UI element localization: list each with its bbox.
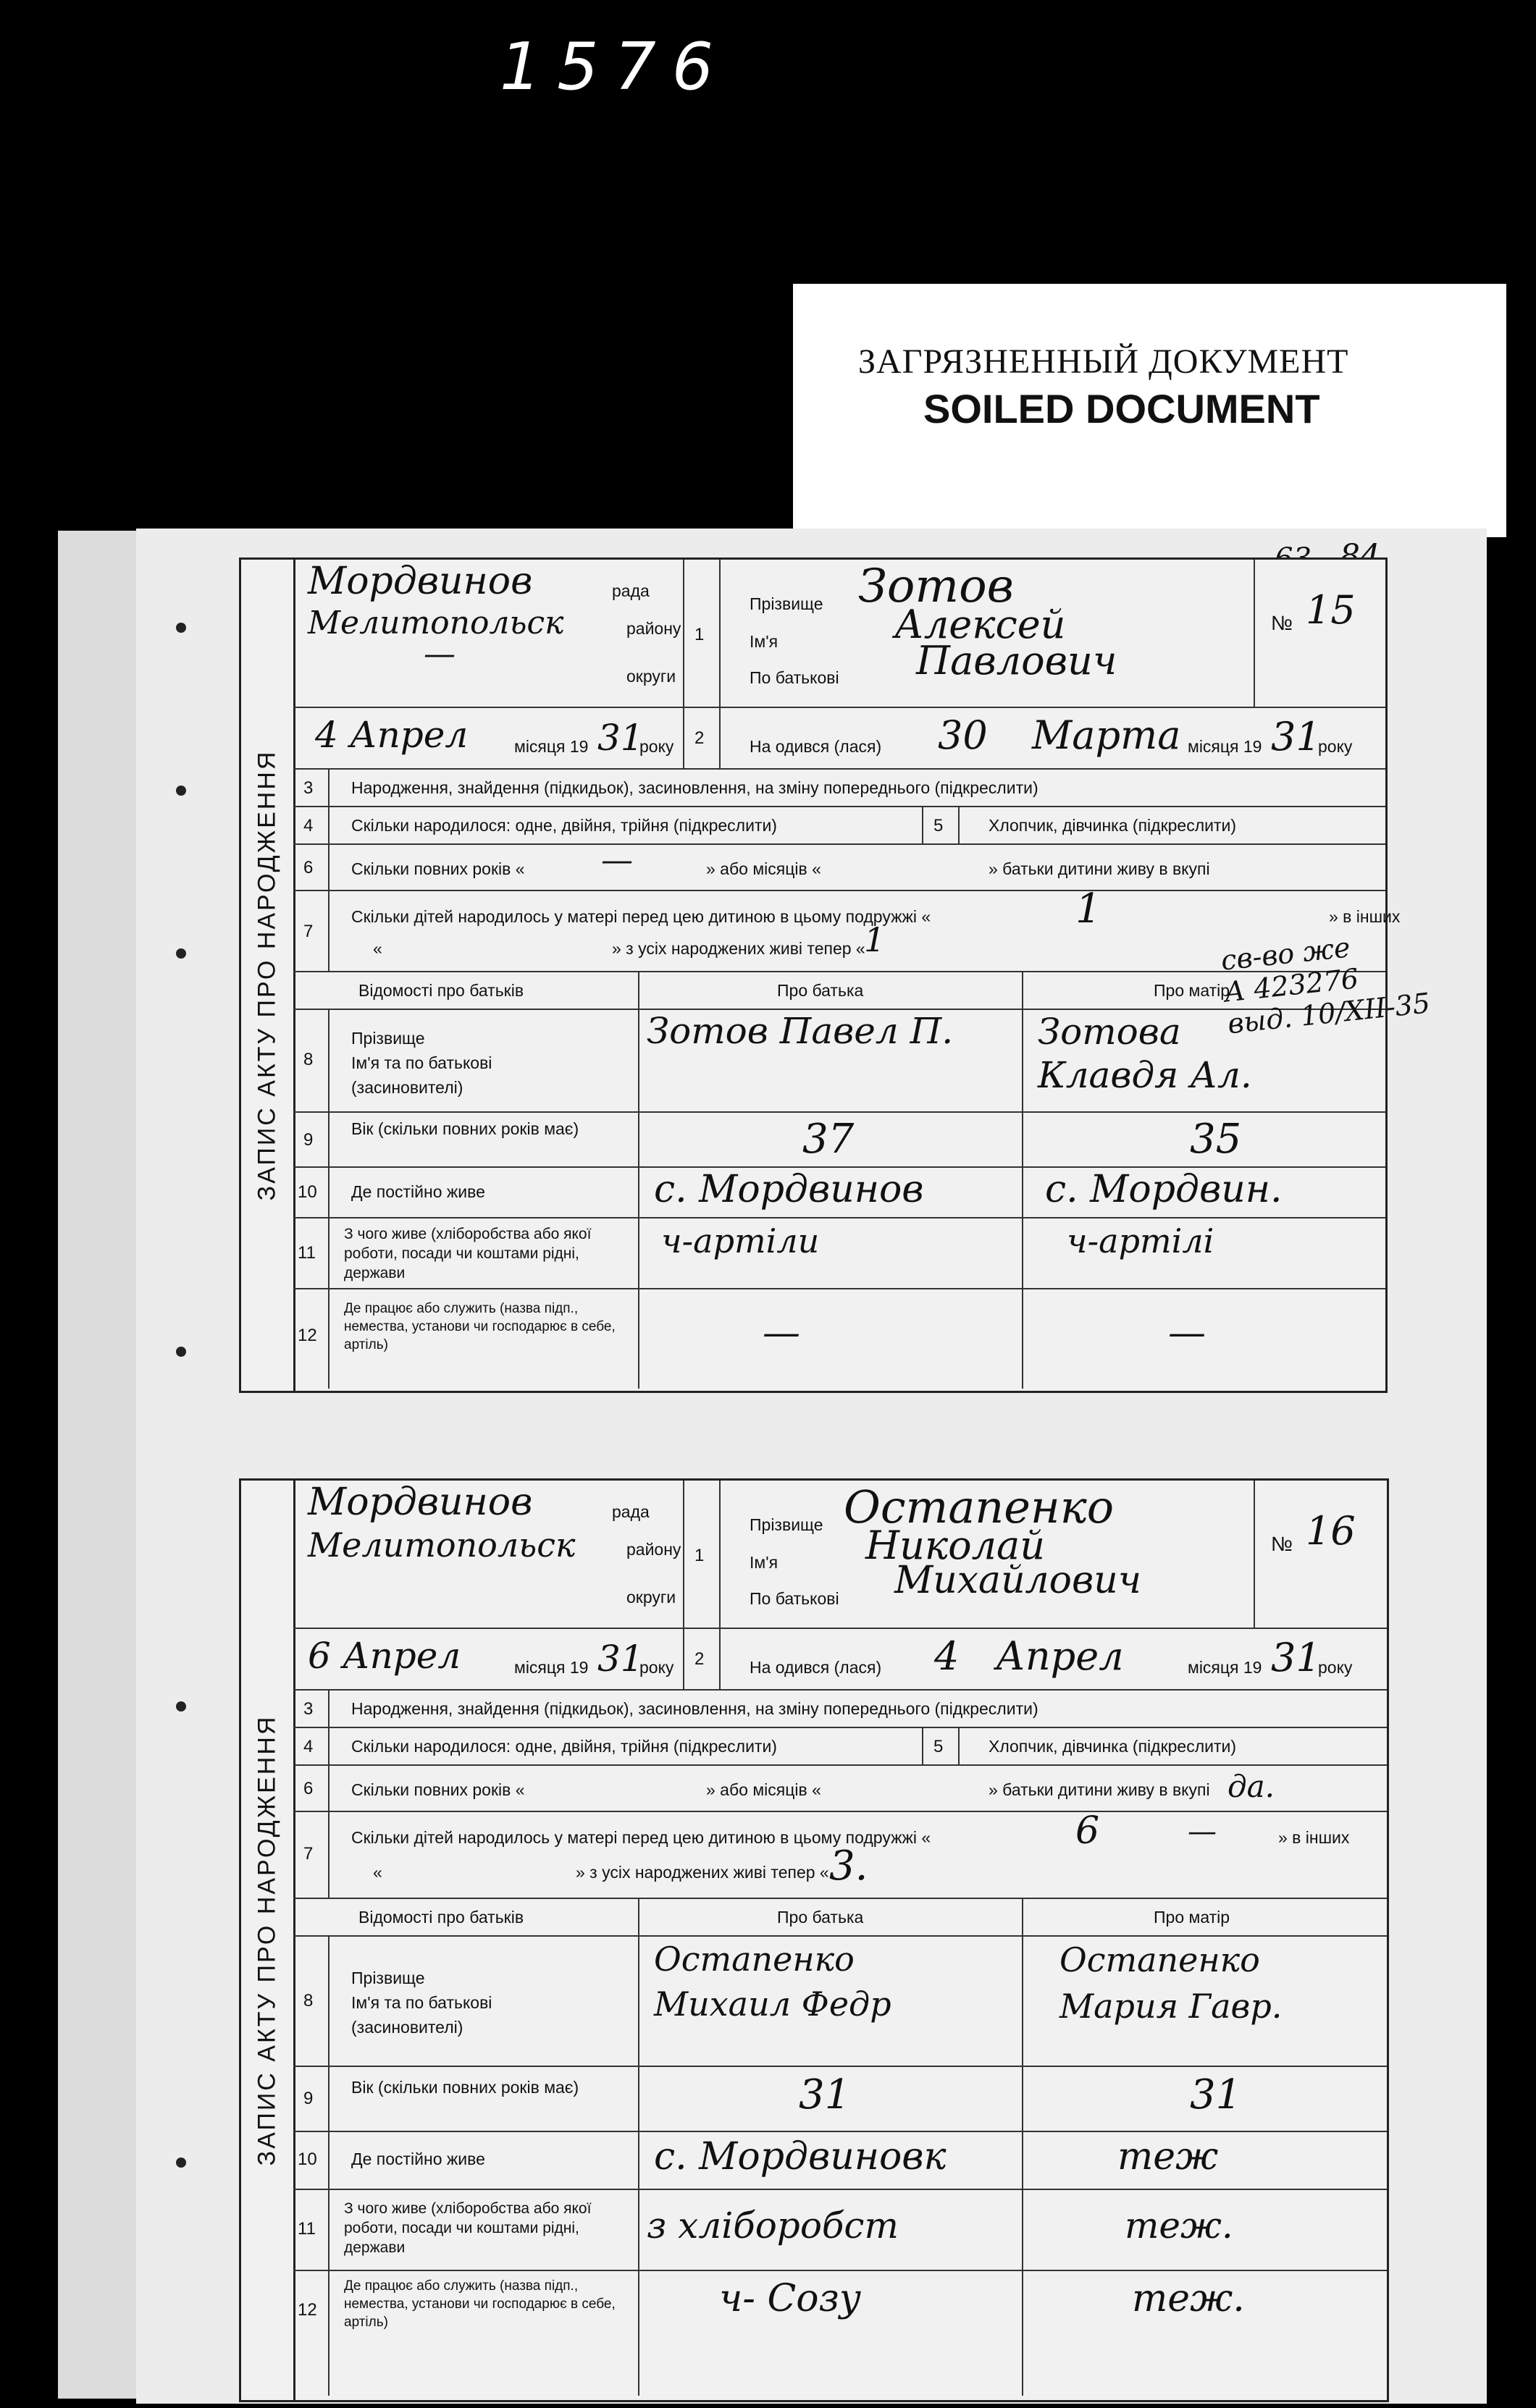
row-9: Вік (скільки повних років має) — [330, 1113, 639, 1168]
parents-info-header: Відомості про батьків — [293, 972, 639, 1010]
mother-home-value: теж — [1117, 2135, 1219, 2178]
rada-value: Мордвинов — [308, 1481, 533, 1524]
row-4-number: 4 — [293, 1728, 330, 1766]
row-3-label: Народження, знайдення (підкидьок), засиновлення, на зміну попереднього (підкреслити) — [351, 778, 1038, 797]
father-header: Про батька — [639, 1899, 1023, 1937]
row-6-years-label: Скільки повних років « — [351, 859, 525, 878]
row-7-label: Скільки дітей народилось у матері перед цею дитиною в цьому подружжі « — [351, 1828, 931, 1847]
row-5-label: Хлопчик, дівчинка (підкреслити) — [989, 1737, 1237, 1756]
birth-record-2 — [239, 1478, 1389, 2402]
month-label: місяця 19 — [1188, 1658, 1262, 1677]
punch-hole — [176, 786, 186, 796]
rayon-label: району — [626, 1540, 681, 1559]
rada-value: Мордвинов — [308, 560, 533, 603]
father-living-cell — [639, 2190, 1023, 2271]
birth-month-value: Марта — [1032, 712, 1181, 758]
row-6 — [330, 842, 1385, 891]
row-5-number: 5 — [923, 1728, 960, 1766]
year-label: року — [1318, 737, 1353, 756]
row-7-number: 7 — [293, 1812, 330, 1899]
father-work-cell — [639, 2271, 1023, 2396]
mother-work-cell — [1023, 2271, 1387, 2396]
father-living-value: з хліборобст — [647, 2205, 899, 2247]
row-11: З чого живе (хліборобства або якої роботи, посади чи коштами рідні, держави — [330, 2190, 639, 2271]
reg-day-value: 6 Апрел — [308, 1635, 461, 1677]
stamp-en: SOILED DOCUMENT — [923, 386, 1320, 431]
father-age-cell — [639, 2067, 1023, 2132]
mother-age-value: 31 — [1190, 2071, 1242, 2118]
row-6-together-value: да. — [1227, 1769, 1275, 1804]
birth-day-value: 4 — [934, 1633, 960, 1679]
row-7-open-quote: « — [373, 1863, 382, 1882]
row-10: Де постійно живе — [330, 1168, 639, 1218]
row-12-number: 12 — [293, 1289, 330, 1389]
row-1-number: 1 — [684, 1481, 721, 1629]
row-6-months-label: » або місяців « — [706, 1780, 821, 1799]
mother-work-value: теж. — [1132, 2277, 1245, 2320]
punch-hole — [176, 623, 186, 633]
birth-year-value: 31 — [1271, 714, 1321, 759]
year-label: року — [639, 1658, 674, 1677]
row-10: Де постійно живе — [330, 2132, 639, 2190]
row-5-number: 5 — [923, 807, 960, 845]
mother-work-value: — — [1168, 1311, 1206, 1355]
mother-header: Про матір — [1023, 1899, 1387, 1937]
parents-info-header: Відомості про батьків — [293, 1899, 639, 1937]
row-8-number: 8 — [293, 1937, 330, 2067]
surname-value: Зотов — [858, 560, 1014, 613]
row-10-number: 10 — [293, 1168, 330, 1218]
mother-living-cell — [1023, 2190, 1387, 2271]
row-12-number: 12 — [293, 2271, 330, 2396]
father-age-value: 37 — [802, 1116, 855, 1163]
record-number-value: 15 — [1306, 587, 1356, 633]
father-work-cell — [639, 1289, 1023, 1389]
row-3-number: 3 — [293, 1691, 330, 1728]
birth-date-cell — [721, 708, 1385, 770]
row-8: Прізвище Ім'я та по батькові (засиновителі) — [330, 1937, 639, 2067]
father-work-value: — — [763, 1311, 800, 1355]
row-4-label: Скільки народилося: одне, двійня, трійня (підкреслити) — [351, 1737, 777, 1756]
patronymic-value: Павлович — [916, 638, 1117, 683]
birth-day-value: 30 — [938, 712, 988, 758]
row-8: Прізвище Ім'я та по батькові (засиновителі) — [330, 1010, 639, 1113]
birth-date-cell — [721, 1629, 1387, 1691]
mother-name-value: Остапенко Мария Гавр. — [1059, 1940, 1283, 2026]
row-9-number: 9 — [293, 2067, 330, 2132]
surname-label: Прізвище — [750, 594, 823, 613]
row-4 — [330, 1728, 923, 1766]
punch-hole — [176, 1701, 186, 1712]
father-name-cell — [639, 1937, 1023, 2067]
mother-age-cell — [1023, 2067, 1387, 2132]
father-age-cell — [639, 1113, 1023, 1168]
row-6 — [330, 1766, 1387, 1812]
row-7-open-quote: « — [373, 939, 382, 958]
reg-year-value: 31 — [597, 717, 644, 759]
mother-living-cell — [1023, 1218, 1385, 1289]
row-7-prev-value: 1 — [1075, 885, 1101, 933]
row-7-living-label: » з усіх народжених живі тепер « — [612, 939, 865, 958]
row-4 — [330, 807, 923, 845]
row-8-number: 8 — [293, 1010, 330, 1113]
registration-date-cell — [293, 708, 684, 770]
registry-office-cell — [293, 560, 684, 708]
row-9-number: 9 — [293, 1113, 330, 1168]
row-7-living-label: » з усіх народжених живі тепер « — [576, 1863, 829, 1882]
row-3-label: Народження, знайдення (підкидьок), засиновлення, на зміну попереднього (підкреслити) — [351, 1699, 1038, 1718]
mother-age-value: 35 — [1190, 1116, 1242, 1163]
mother-name-value: Зотова Клавдя Ал. — [1038, 1011, 1252, 1096]
father-living-value: ч-артіли — [661, 1221, 820, 1260]
rayon-value: Мелитопольск — [308, 605, 564, 641]
row-11-number: 11 — [293, 2190, 330, 2271]
father-name-cell — [639, 1010, 1023, 1113]
row-7-other-label: » в інших — [1278, 1828, 1350, 1847]
record-number-value: 16 — [1306, 1508, 1356, 1554]
row-10-number: 10 — [293, 2132, 330, 2190]
punch-hole — [176, 948, 186, 959]
row-5-label: Хлопчик, дівчинка (підкреслити) — [989, 816, 1237, 835]
mother-living-value: ч-артілі — [1067, 1221, 1214, 1260]
okrugi-label: округи — [626, 1588, 676, 1607]
child-name-cell — [721, 560, 1255, 708]
mother-living-value: теж. — [1125, 2205, 1233, 2247]
rada-label: рада — [612, 581, 650, 600]
reg-year-value: 31 — [597, 1638, 644, 1680]
birth-record-1 — [239, 557, 1401, 1393]
row-5 — [960, 1728, 1387, 1766]
name-label: Ім'я — [750, 1553, 779, 1572]
mother-age-cell — [1023, 1113, 1385, 1168]
row-7-living-value: 3. — [829, 1843, 868, 1890]
rayon-label: району — [626, 619, 681, 638]
number-label: № — [1271, 1533, 1293, 1555]
row-2-number: 2 — [684, 708, 721, 770]
stamp-ru: ЗАГРЯЗНЕННЫЙ ДОКУМЕНТ — [858, 342, 1349, 381]
name-label: Ім'я — [750, 632, 779, 651]
registry-office-cell — [293, 1481, 684, 1629]
month-label: місяця 19 — [514, 1658, 589, 1677]
row-6-together-label: » батьки дитини живу в вкупі — [989, 859, 1210, 878]
father-home-value: с. Мордвинов — [654, 1168, 924, 1211]
row-6-together-label: » батьки дитини живу в вкупі — [989, 1780, 1210, 1799]
row-6-number: 6 — [293, 1766, 330, 1812]
row-7-number: 7 — [293, 891, 330, 972]
number-label: № — [1271, 612, 1293, 634]
name-value: Алексей — [894, 602, 1066, 647]
month-label: місяця 19 — [1188, 737, 1262, 756]
rayon-value: Мелитопольск — [308, 1525, 576, 1565]
rada-label: рада — [612, 1502, 650, 1521]
patronymic-label: По батькові — [750, 1589, 839, 1608]
row-2-number: 2 — [684, 1629, 721, 1691]
record-number-cell — [1255, 560, 1385, 708]
binding-strip — [58, 531, 136, 2399]
row-6-months-label: » або місяців « — [706, 859, 821, 878]
row-5 — [960, 807, 1385, 845]
row-6-number: 6 — [293, 845, 330, 891]
row-7-label: Скільки дітей народилось у матері перед цею дитиною в цьому подружжі « — [351, 907, 931, 926]
patronymic-label: По батькові — [750, 668, 839, 687]
born-label: На одився (лася) — [750, 1658, 882, 1677]
row-7-other-value: — — [1188, 1815, 1217, 1848]
mother-name-cell — [1023, 1937, 1387, 2067]
father-living-cell — [639, 1218, 1023, 1289]
okrugi-value: — — [424, 636, 456, 673]
top-number: 1576 — [500, 29, 730, 105]
reg-day-value: 4 Апрел — [315, 714, 469, 756]
row-7 — [330, 1809, 1387, 1899]
patronymic-value: Михайлович — [894, 1559, 1142, 1602]
father-name-value: Остапенко Михаил Федр — [654, 1940, 891, 2024]
row-3 — [330, 1691, 1387, 1728]
father-header: Про батька — [639, 972, 1023, 1010]
father-work-value: ч- Созу — [719, 2277, 862, 2320]
surname-label: Прізвище — [750, 1515, 823, 1534]
father-home-cell — [639, 2132, 1023, 2190]
born-label: На одився (лася) — [750, 737, 882, 756]
row-11-number: 11 — [293, 1218, 330, 1289]
father-name-value: Зотов Павел П. — [647, 1010, 954, 1052]
row-1-number: 1 — [684, 560, 721, 708]
row-7-living-value: 1 — [864, 920, 886, 959]
row-7-other-label: » в інших — [1329, 907, 1401, 926]
birth-year-value: 31 — [1271, 1635, 1321, 1680]
row-3 — [330, 770, 1385, 807]
record-side-title: ЗАПИС АКТУ ПРО НАРОДЖЕННЯ — [241, 1481, 295, 2400]
father-home-cell — [639, 1168, 1023, 1218]
month-label: місяця 19 — [514, 737, 589, 756]
record-number-cell — [1255, 1481, 1387, 1629]
row-9: Вік (скільки повних років має) — [330, 2067, 639, 2132]
year-label: року — [1318, 1658, 1353, 1677]
row-4-label: Скільки народилося: одне, двійня, трійня (підкреслити) — [351, 816, 777, 835]
surname-value: Остапенко — [844, 1481, 1115, 1533]
father-home-value: с. Мордвиновк — [654, 2135, 947, 2178]
okrugi-label: округи — [626, 667, 676, 686]
mother-work-cell — [1023, 1289, 1385, 1389]
row-4-number: 4 — [293, 807, 330, 845]
soiled-document-stamp — [793, 284, 1506, 537]
row-7-prev-value: 6 — [1075, 1809, 1100, 1853]
mother-header: Про матір — [1023, 972, 1385, 1010]
row-11: З чого живе (хліборобства або якої роботи, посади чи коштами рідні, держави — [330, 1218, 639, 1289]
registration-date-cell — [293, 1629, 684, 1691]
row-6-years-label: Скільки повних років « — [351, 1780, 525, 1799]
margin-note: св-во же А 423276 выд. 10/XII-35 — [1219, 931, 1432, 1040]
record-side-title: ЗАПИС АКТУ ПРО НАРОДЖЕННЯ — [241, 560, 295, 1391]
mother-home-cell — [1023, 2132, 1387, 2190]
row-3-number: 3 — [293, 770, 330, 807]
punch-hole — [176, 2157, 186, 2168]
punch-hole — [176, 1347, 186, 1357]
row-6-years-value: — — [601, 842, 633, 879]
year-label: року — [639, 737, 674, 756]
mother-home-value: с. Мордвин. — [1045, 1168, 1283, 1211]
mother-home-cell — [1023, 1168, 1385, 1218]
row-12: Де працює або служить (назва підп., немества, установи чи господарює в себе, артіль) — [330, 2271, 639, 2396]
birth-month-value: Апрел — [996, 1633, 1124, 1679]
row-12: Де працює або служить (назва підп., немества, установи чи господарює в себе, артіль) — [330, 1289, 639, 1389]
father-age-value: 31 — [799, 2071, 851, 2118]
name-value: Николай — [865, 1523, 1045, 1568]
child-name-cell — [721, 1481, 1255, 1629]
